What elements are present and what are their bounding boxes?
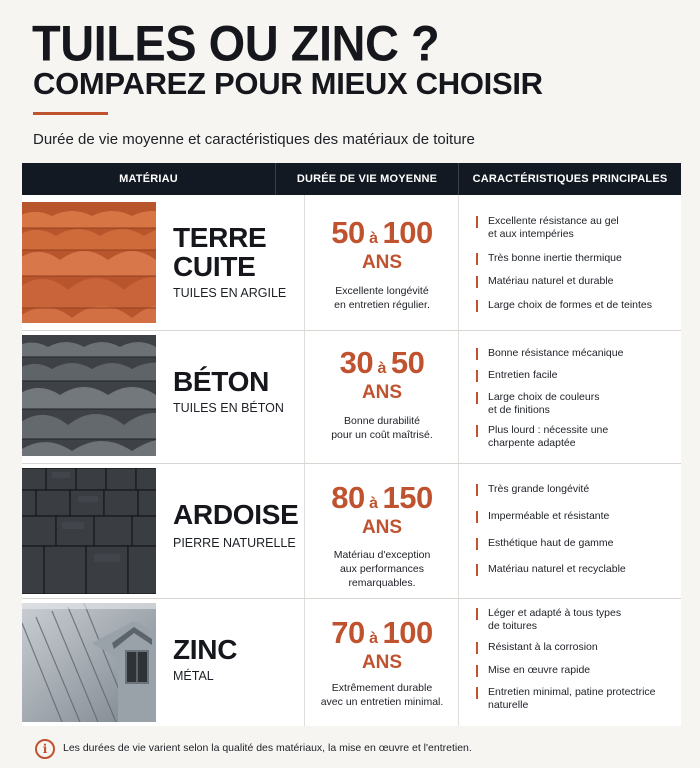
- feature-item: Plus lourd : nécessite une charpente adaptée: [476, 424, 676, 450]
- material-subtitle: TUILES EN BÉTON: [173, 401, 284, 415]
- feature-item: Bonne résistance mécanique: [476, 347, 676, 360]
- column-header-lifespan: DURÉE DE VIE MOYENNE: [296, 173, 438, 185]
- feature-item: Très bonne inertie thermique: [476, 252, 676, 265]
- material-name: TERRE CUITE: [173, 222, 267, 282]
- title-accent-divider: [33, 112, 108, 115]
- table-row-beton: [22, 331, 681, 464]
- column-header-material: MATÉRIAU: [119, 173, 178, 185]
- lifespan-note: Matériau d'exception aux performances remarquables.: [333, 549, 431, 589]
- material-subtitle: TUILES EN ARGILE: [173, 286, 287, 300]
- table-description: Durée de vie moyenne et caractéristiques des matériaux de toiture: [33, 131, 475, 148]
- zinc-roof-image: [22, 603, 156, 722]
- lifespan-unit: ANS: [361, 652, 403, 673]
- column-divider: [458, 464, 459, 598]
- feature-item: Entretien minimal, patine protectrice naturelle: [476, 686, 676, 712]
- lifespan-note: Excellente longévité en entretien régulier.: [334, 285, 430, 311]
- lifespan-note: Bonne durabilité pour un coût maîtrisé.: [331, 415, 433, 441]
- column-divider: [458, 195, 459, 330]
- table-row-zinc: [22, 599, 681, 726]
- lifespan-unit: ANS: [361, 517, 403, 538]
- feature-item: Large choix de formes et de teintes: [476, 299, 676, 312]
- table-row-terre-cuite: [22, 195, 681, 331]
- material-subtitle: PIERRE NATURELLE: [173, 536, 296, 550]
- column-divider: [458, 599, 459, 726]
- feature-item: Esthétique haut de gamme: [476, 537, 676, 550]
- feature-item: Entretien facile: [476, 369, 676, 382]
- page-title: TUILES OU ZINC ?: [32, 14, 440, 72]
- feature-item: Léger et adapté à tous types de toitures: [476, 607, 676, 633]
- comparison-table: [22, 163, 681, 726]
- slate-tiles-image: [22, 468, 156, 594]
- lifespan-unit: ANS: [361, 382, 403, 403]
- feature-item: Matériau naturel et recyclable: [476, 563, 676, 576]
- lifespan-note: Extrêmement durable avec un entretien minimal.: [320, 682, 444, 708]
- column-divider: [458, 331, 459, 463]
- table-header: [22, 163, 681, 195]
- terracotta-tiles-image: [22, 202, 156, 323]
- column-header-features: CARACTÉRISTIQUES PRINCIPALES: [472, 173, 668, 185]
- feature-item: Imperméable et résistante: [476, 510, 676, 523]
- material-subtitle: MÉTAL: [173, 669, 214, 683]
- feature-item: Mise en œuvre rapide: [476, 664, 676, 677]
- material-name: ZINC: [173, 634, 238, 665]
- material-name: ARDOISE: [173, 499, 299, 530]
- lifespan-value: 30 à 50: [339, 345, 425, 380]
- feature-item: Excellente résistance au gel et aux intempéries: [476, 215, 676, 241]
- material-name: BÉTON: [173, 366, 269, 397]
- feature-item: Très grande longévité: [476, 483, 676, 496]
- feature-item: Large choix de couleurs et de finitions: [476, 391, 676, 417]
- lifespan-value: 50 à 100: [331, 215, 433, 250]
- info-icon: i: [35, 739, 55, 759]
- lifespan-unit: ANS: [361, 252, 403, 273]
- page-subtitle: COMPAREZ POUR MIEUX CHOISIR: [33, 66, 543, 101]
- lifespan-value: 70 à 100: [331, 615, 433, 650]
- lifespan-value: 80 à 150: [331, 480, 433, 515]
- feature-item: Résistant à la corrosion: [476, 641, 676, 654]
- footer-note: Les durées de vie varient selon la qualité des matériaux, la mise en œuvre et l'entretien.: [63, 742, 472, 754]
- concrete-tiles-image: [22, 335, 156, 456]
- table-row-ardoise: [22, 464, 681, 599]
- feature-item: Matériau naturel et durable: [476, 275, 676, 288]
